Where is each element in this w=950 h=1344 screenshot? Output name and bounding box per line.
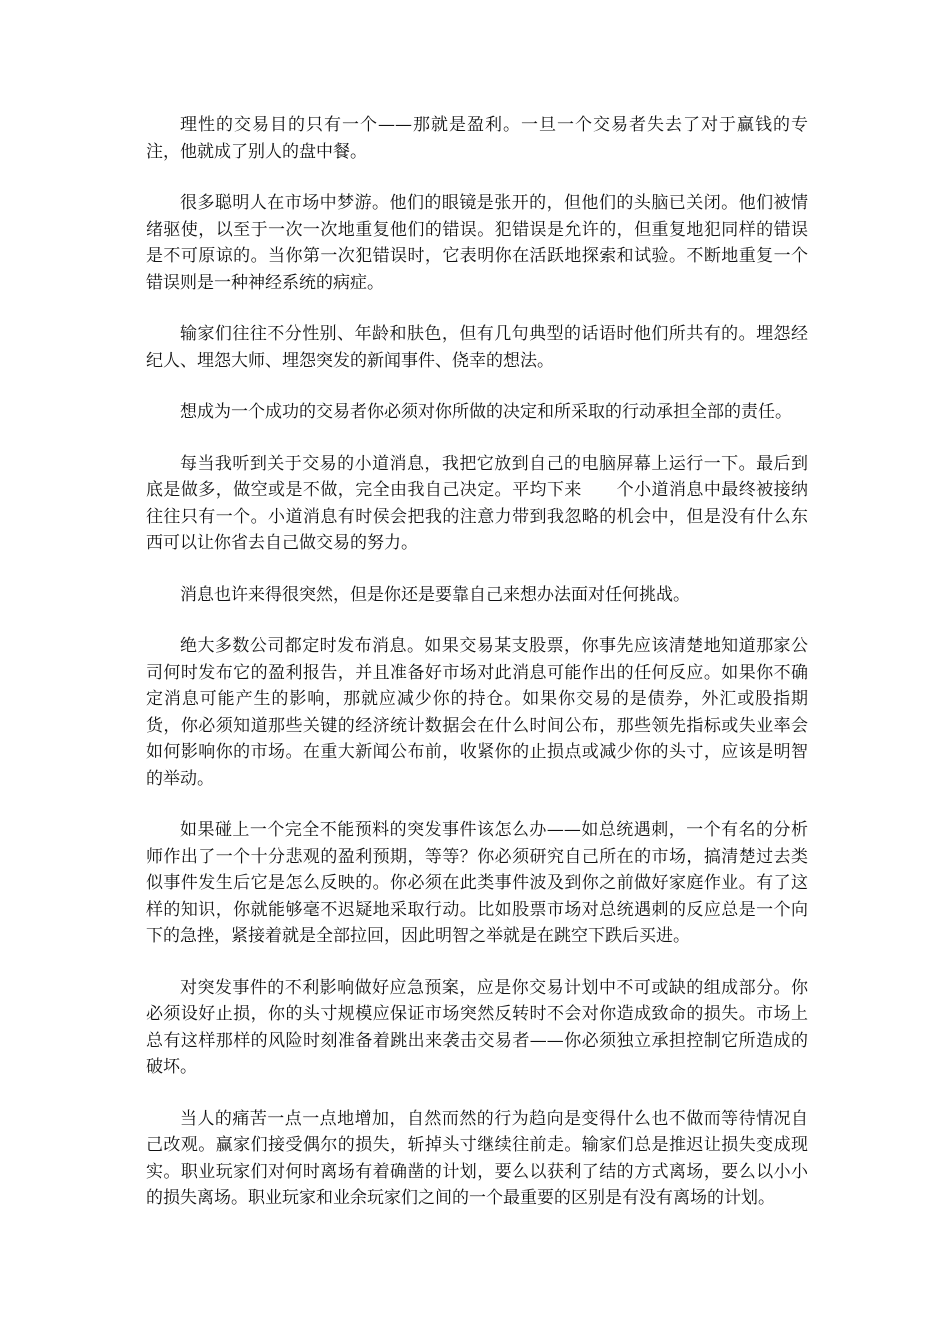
paragraph-5: 每当我听到关于交易的小道消息，我把它放到自己的电脑屏幕上运行一下。最后到底是做多，做空或是不做，完全由我自己决定。平均下来 个小道消息中最终被接纳往往只有一个。小道消息有时侯会把我的注意力带到我忽略的机会中，但是没有什么东西可以让你省去自己做交易的努力。: [146, 453, 808, 553]
paragraph-10: 当人的痛苦一点一点地增加，自然而然的行为趋向是变得什么也不做而等待情况自己改观。赢家们接受偶尔的损失，斩掉头寸继续往前走。输家们总是推迟让损失变成现实。职业玩家们对何时离场有着确凿的计划，要么以获利了结的方式离场，要么以小小的损失离场。职业玩家和业余玩家们之间的一个最重要的区别是有没有离场的计划。: [146, 1108, 808, 1208]
paragraph-1: 理性的交易目的只有一个——那就是盈利。一旦一个交易者失去了对于赢钱的专注，他就成了别人的盘中餐。: [146, 115, 808, 162]
paragraph-3: 输家们往往不分性别、年龄和肤色，但有几句典型的话语时他们所共有的。埋怨经纪人、埋怨大师、埋怨突发的新闻事件、侥幸的想法。: [146, 324, 808, 371]
paragraph-7: 绝大多数公司都定时发布消息。如果交易某支股票，你事先应该清楚地知道那家公司何时发布它的盈利报告，并且准备好市场对此消息可能作出的任何反应。如果你不确定消息可能产生的影响，那就应减少你的持仓。如果你交易的是债券，外汇或股指期货，你必须知道那些关键的经济统计数据会在什么时间公布，那些领先指标或失业率会如何影响你的市场。在重大新闻公布前，收紧你的止损点或减少你的头寸，应该是明智的举动。: [146, 636, 808, 789]
paragraph-9: 对突发事件的不利影响做好应急预案，应是你交易计划中不可或缺的组成部分。你必须设好止损，你的头寸规模应保证市场突然反转时不会对你造成致命的损失。市场上总有这样那样的风险时刻准备着跳出来袭击交易者——你必须独立承担控制它所造成的破坏。: [146, 977, 808, 1077]
paragraph-8: 如果碰上一个完全不能预料的突发事件该怎么办——如总统遇刺，一个有名的分析师作出了一个十分悲观的盈利预期，等等？你必须研究自己所在的市场，搞清楚过去类似事件发生后它是怎么反映的。你必须在此类事件波及到你之前做好家庭作业。有了这样的知识，你就能够毫不迟疑地采取行动。比如股票市场对总统遇刺的反应总是一个向下的急挫，紧接着就是全部拉回，因此明智之举就是在跳空下跌后买进。: [146, 820, 808, 946]
paragraph-4: 想成为一个成功的交易者你必须对你所做的决定和所采取的行动承担全部的责任。: [180, 402, 792, 422]
paragraph-2: 很多聪明人在市场中梦游。他们的眼镜是张开的，但他们的头脑已关闭。他们被情绪驱使，以至于一次一次地重复他们的错误。犯错误是允许的，但重复地犯同样的错误是不可原谅的。当你第一次犯错误时，它表明你在活跃地探索和试验。不断地重复一个错误则是一种神经系统的病症。: [146, 193, 808, 293]
paragraph-6: 消息也许来得很突然，但是你还是要靠自己来想办法面对任何挑战。: [180, 584, 690, 605]
document-body: [146, 112, 808, 1237]
